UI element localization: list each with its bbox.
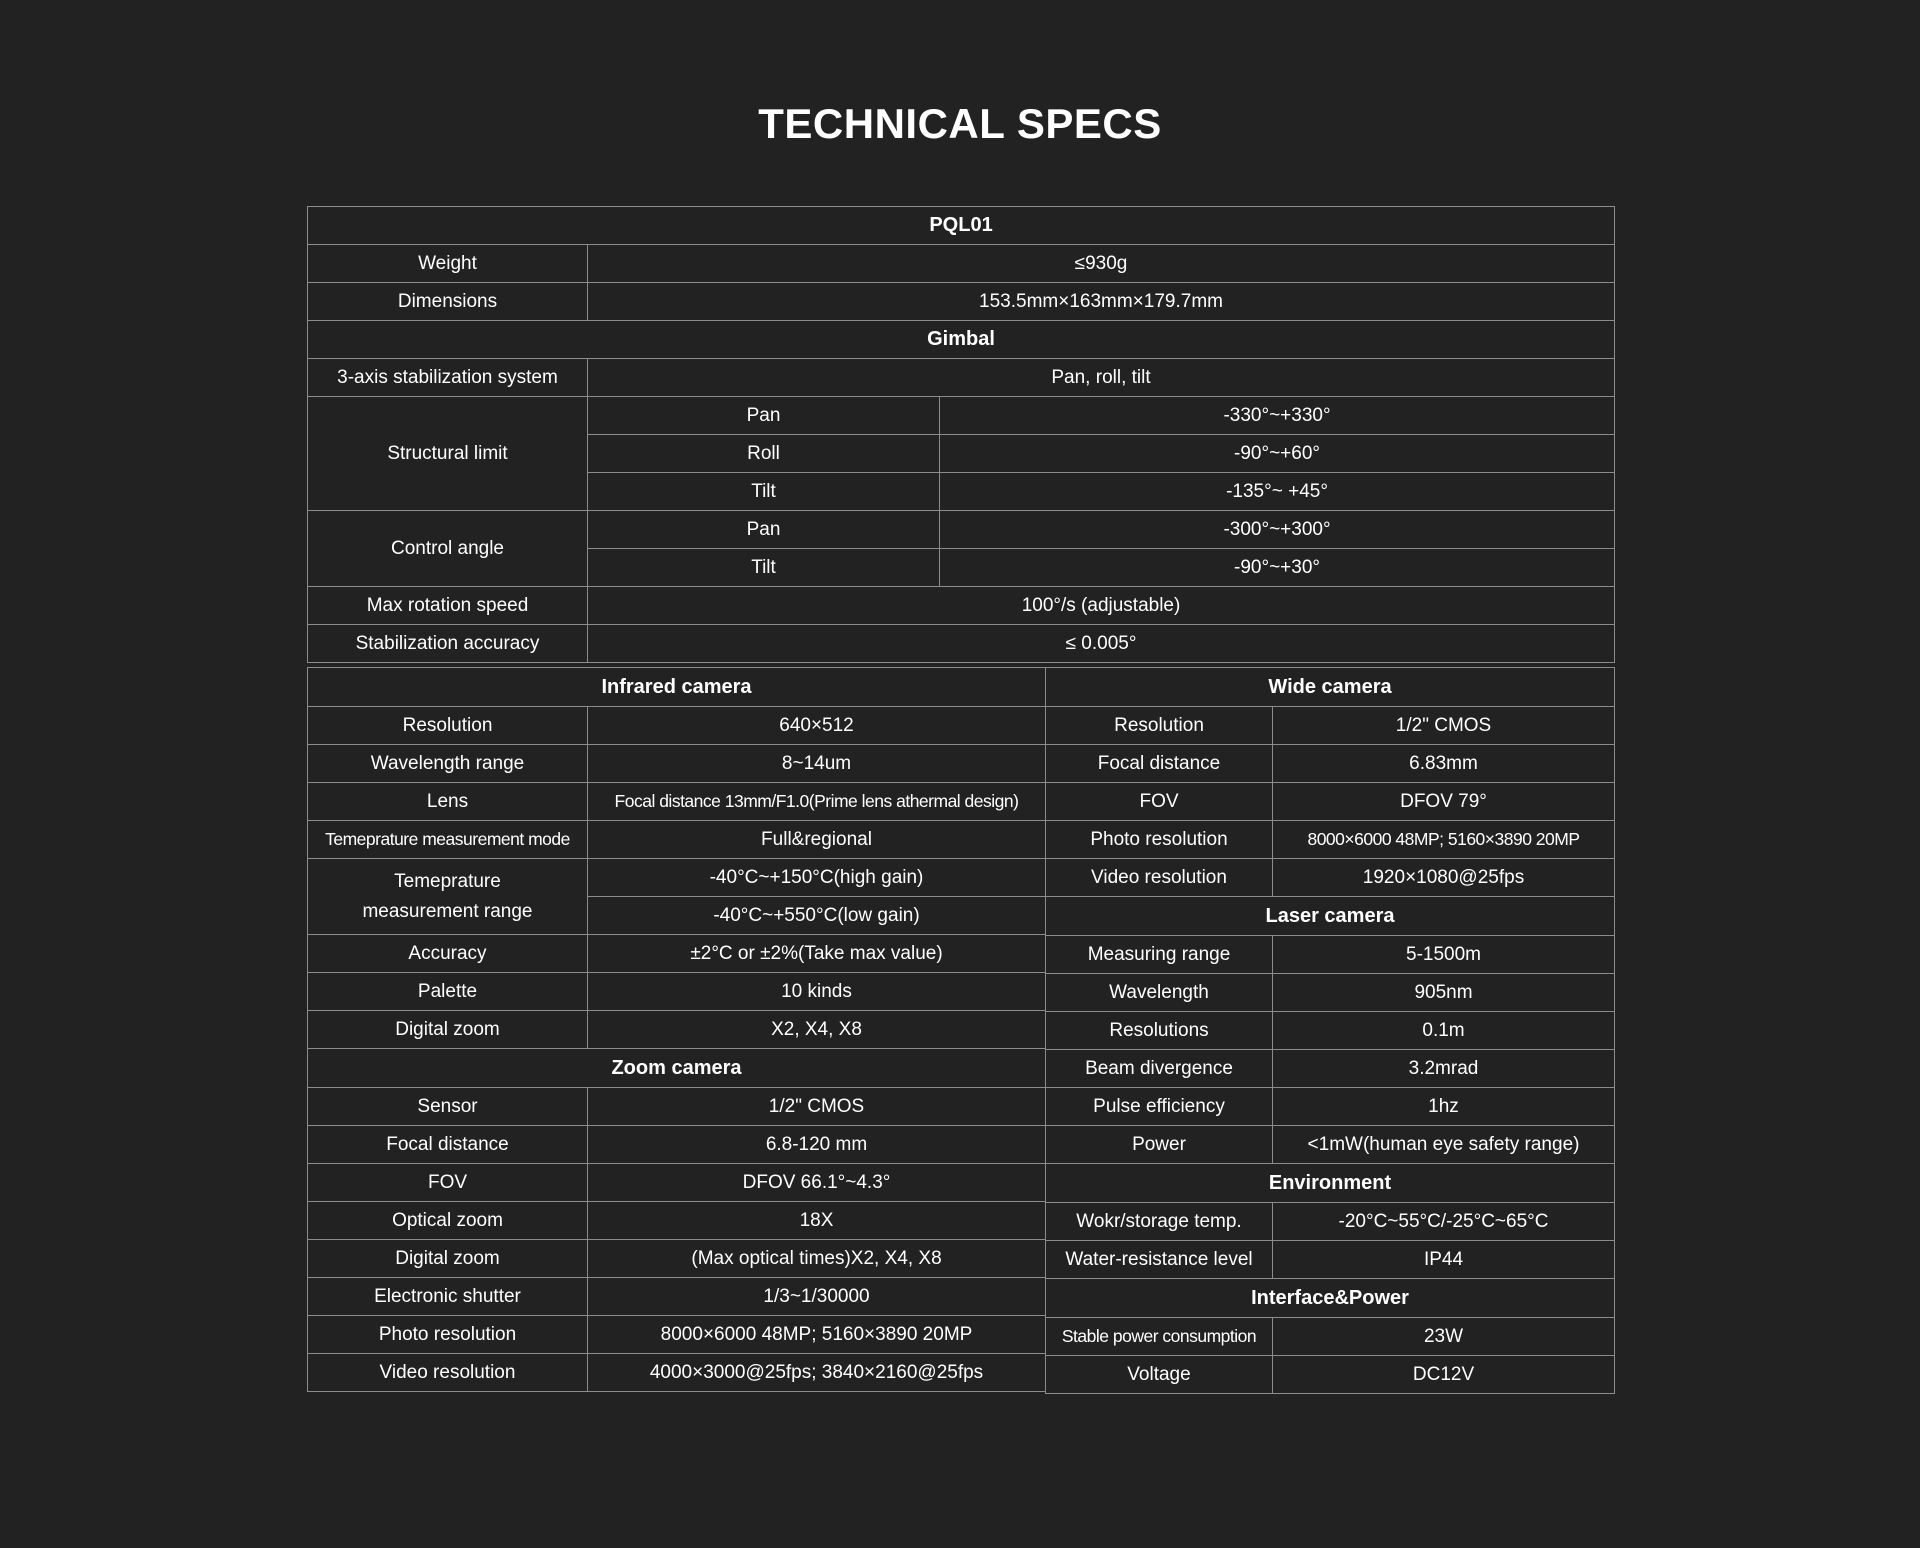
spec-value: DFOV 79°: [1273, 783, 1615, 821]
table-row: [308, 1240, 1046, 1278]
spec-label: Wokr/storage temp.: [1046, 1203, 1273, 1241]
spec-label: Optical zoom: [308, 1202, 588, 1240]
table-row: [1046, 859, 1615, 897]
axis-label: Roll: [588, 435, 940, 473]
table-row: [308, 359, 1615, 397]
table-row: [1046, 707, 1615, 745]
spec-label: Structural limit: [308, 397, 588, 511]
table-row: [1046, 936, 1615, 974]
spec-label: Photo resolution: [1046, 821, 1273, 859]
table-row: [308, 1011, 1046, 1049]
spec-table-general: [307, 206, 1615, 663]
spec-value: -300°~+300°: [940, 511, 1615, 549]
spec-value: -40°C~+150°C(high gain): [588, 859, 1046, 897]
spec-label: Wavelength: [1046, 974, 1273, 1012]
spec-value: Full&regional: [588, 821, 1046, 859]
spec-value: Focal distance 13mm/F1.0(Prime lens athermal design): [588, 783, 1046, 821]
spec-label: Measuring range: [1046, 936, 1273, 974]
table-row: [1046, 974, 1615, 1012]
spec-value: -135°~ +45°: [940, 473, 1615, 511]
spec-label: Voltage: [1046, 1356, 1273, 1394]
table-row: [308, 283, 1615, 321]
spec-value: 8~14um: [588, 745, 1046, 783]
section-header-zoom: Zoom camera: [308, 1049, 1046, 1088]
spec-value: 0.1m: [1273, 1012, 1615, 1050]
spec-label: Digital zoom: [308, 1240, 588, 1278]
table-row: [308, 587, 1615, 625]
spec-label: Water-resistance level: [1046, 1241, 1273, 1279]
spec-label: Beam divergence: [1046, 1050, 1273, 1088]
spec-value: -330°~+330°: [940, 397, 1615, 435]
spec-value: 8000×6000 48MP; 5160×3890 20MP: [1273, 821, 1615, 859]
spec-label: Weight: [308, 245, 588, 283]
table-row: [1046, 1012, 1615, 1050]
spec-value: 10 kinds: [588, 973, 1046, 1011]
spec-label: Wavelength range: [308, 745, 588, 783]
section-header-gimbal: Gimbal: [308, 321, 1615, 359]
spec-value: Pan, roll, tilt: [588, 359, 1615, 397]
spec-table-left: [307, 667, 1046, 1392]
spec-label: Max rotation speed: [308, 587, 588, 625]
table-row: [308, 1126, 1046, 1164]
table-row: [1046, 745, 1615, 783]
section-header-interface: Interface&Power: [1046, 1279, 1615, 1318]
spec-label: Digital zoom: [308, 1011, 588, 1049]
spec-label: Control angle: [308, 511, 588, 587]
table-row: [308, 1316, 1046, 1354]
table-row: [1046, 668, 1615, 707]
table-row: [308, 397, 1615, 435]
table-row: [1046, 1164, 1615, 1203]
table-row: [308, 245, 1615, 283]
spec-label: Sensor: [308, 1088, 588, 1126]
table-row: [308, 1354, 1046, 1392]
spec-label: Video resolution: [308, 1354, 588, 1392]
spec-value: 1hz: [1273, 1088, 1615, 1126]
table-row: [308, 1049, 1046, 1088]
spec-label: Focal distance: [308, 1126, 588, 1164]
section-header-environment: Environment: [1046, 1164, 1615, 1203]
spec-label: FOV: [1046, 783, 1273, 821]
spec-value: 8000×6000 48MP; 5160×3890 20MP: [588, 1316, 1046, 1354]
spec-value: ≤ 0.005°: [588, 625, 1615, 663]
spec-value: 1/2" CMOS: [588, 1088, 1046, 1126]
spec-value: -40°C~+550°C(low gain): [588, 897, 1046, 935]
table-row: [308, 1164, 1046, 1202]
spec-label: Power: [1046, 1126, 1273, 1164]
table-row: [308, 859, 1046, 897]
spec-label: 3-axis stabilization system: [308, 359, 588, 397]
spec-label: Video resolution: [1046, 859, 1273, 897]
spec-value: DC12V: [1273, 1356, 1615, 1394]
section-header-infrared: Infrared camera: [308, 668, 1046, 707]
table-row: [1046, 1088, 1615, 1126]
table-row: [1046, 1126, 1615, 1164]
spec-table-right: [1045, 667, 1615, 1394]
spec-label: Resolution: [308, 707, 588, 745]
spec-label: [308, 859, 588, 935]
model-header: PQL01: [308, 207, 1615, 245]
table-row: [308, 935, 1046, 973]
axis-label: Pan: [588, 511, 940, 549]
section-header-laser: Laser camera: [1046, 897, 1615, 936]
spec-value: IP44: [1273, 1241, 1615, 1279]
spec-value: 3.2mrad: [1273, 1050, 1615, 1088]
table-row: [308, 1278, 1046, 1316]
spec-value: 153.5mm×163mm×179.7mm: [588, 283, 1615, 321]
axis-label: Tilt: [588, 473, 940, 511]
table-row: [308, 707, 1046, 745]
table-row: [308, 207, 1615, 245]
spec-value: 6.8-120 mm: [588, 1126, 1046, 1164]
spec-label: Temeprature measurement mode: [308, 821, 588, 859]
table-row: [308, 973, 1046, 1011]
table-row: [1046, 783, 1615, 821]
table-row: [308, 783, 1046, 821]
table-row: [1046, 1356, 1615, 1394]
label-line: Temeprature: [394, 870, 501, 892]
spec-label: Palette: [308, 973, 588, 1011]
spec-label: Accuracy: [308, 935, 588, 973]
table-row: [308, 511, 1615, 549]
spec-label: FOV: [308, 1164, 588, 1202]
spec-value: 5-1500m: [1273, 936, 1615, 974]
spec-label: Stable power consumption: [1046, 1318, 1273, 1356]
table-row: [308, 1202, 1046, 1240]
table-row: [308, 745, 1046, 783]
table-row: [308, 321, 1615, 359]
spec-label: Lens: [308, 783, 588, 821]
table-row: [1046, 897, 1615, 936]
table-row: [1046, 1318, 1615, 1356]
spec-value: 905nm: [1273, 974, 1615, 1012]
spec-value: 1920×1080@25fps: [1273, 859, 1615, 897]
table-row: [308, 1088, 1046, 1126]
spec-value: <1mW(human eye safety range): [1273, 1126, 1615, 1164]
spec-label: Dimensions: [308, 283, 588, 321]
spec-value: (Max optical times)X2, X4, X8: [588, 1240, 1046, 1278]
spec-label: Pulse efficiency: [1046, 1088, 1273, 1126]
section-header-wide: Wide camera: [1046, 668, 1615, 707]
spec-value: ≤930g: [588, 245, 1615, 283]
spec-value: -20°C~55°C/-25°C~65°C: [1273, 1203, 1615, 1241]
spec-label: Photo resolution: [308, 1316, 588, 1354]
axis-label: Pan: [588, 397, 940, 435]
table-row: [1046, 821, 1615, 859]
spec-value: -90°~+30°: [940, 549, 1615, 587]
spec-value: 18X: [588, 1202, 1046, 1240]
page-title: TECHNICAL SPECS: [758, 100, 1162, 147]
spec-value: X2, X4, X8: [588, 1011, 1046, 1049]
table-row: [1046, 1279, 1615, 1318]
spec-label: Stabilization accuracy: [308, 625, 588, 663]
spec-value: -90°~+60°: [940, 435, 1615, 473]
table-row: [308, 625, 1615, 663]
spec-value: 23W: [1273, 1318, 1615, 1356]
table-row: [308, 668, 1046, 707]
table-row: [1046, 1241, 1615, 1279]
spec-value: 100°/s (adjustable): [588, 587, 1615, 625]
axis-label: Tilt: [588, 549, 940, 587]
spec-value: 640×512: [588, 707, 1046, 745]
spec-value: 4000×3000@25fps; 3840×2160@25fps: [588, 1354, 1046, 1392]
spec-value: 6.83mm: [1273, 745, 1615, 783]
spec-value: 1/2" CMOS: [1273, 707, 1615, 745]
spec-label: Focal distance: [1046, 745, 1273, 783]
spec-value: ±2°C or ±2%(Take max value): [588, 935, 1046, 973]
spec-value: DFOV 66.1°~4.3°: [588, 1164, 1046, 1202]
spec-label: Resolutions: [1046, 1012, 1273, 1050]
table-row: [308, 821, 1046, 859]
spec-label: Resolution: [1046, 707, 1273, 745]
table-row: [1046, 1050, 1615, 1088]
label-line: measurement range: [362, 900, 533, 922]
table-row: [1046, 1203, 1615, 1241]
spec-label: Electronic shutter: [308, 1278, 588, 1316]
spec-value: 1/3~1/30000: [588, 1278, 1046, 1316]
